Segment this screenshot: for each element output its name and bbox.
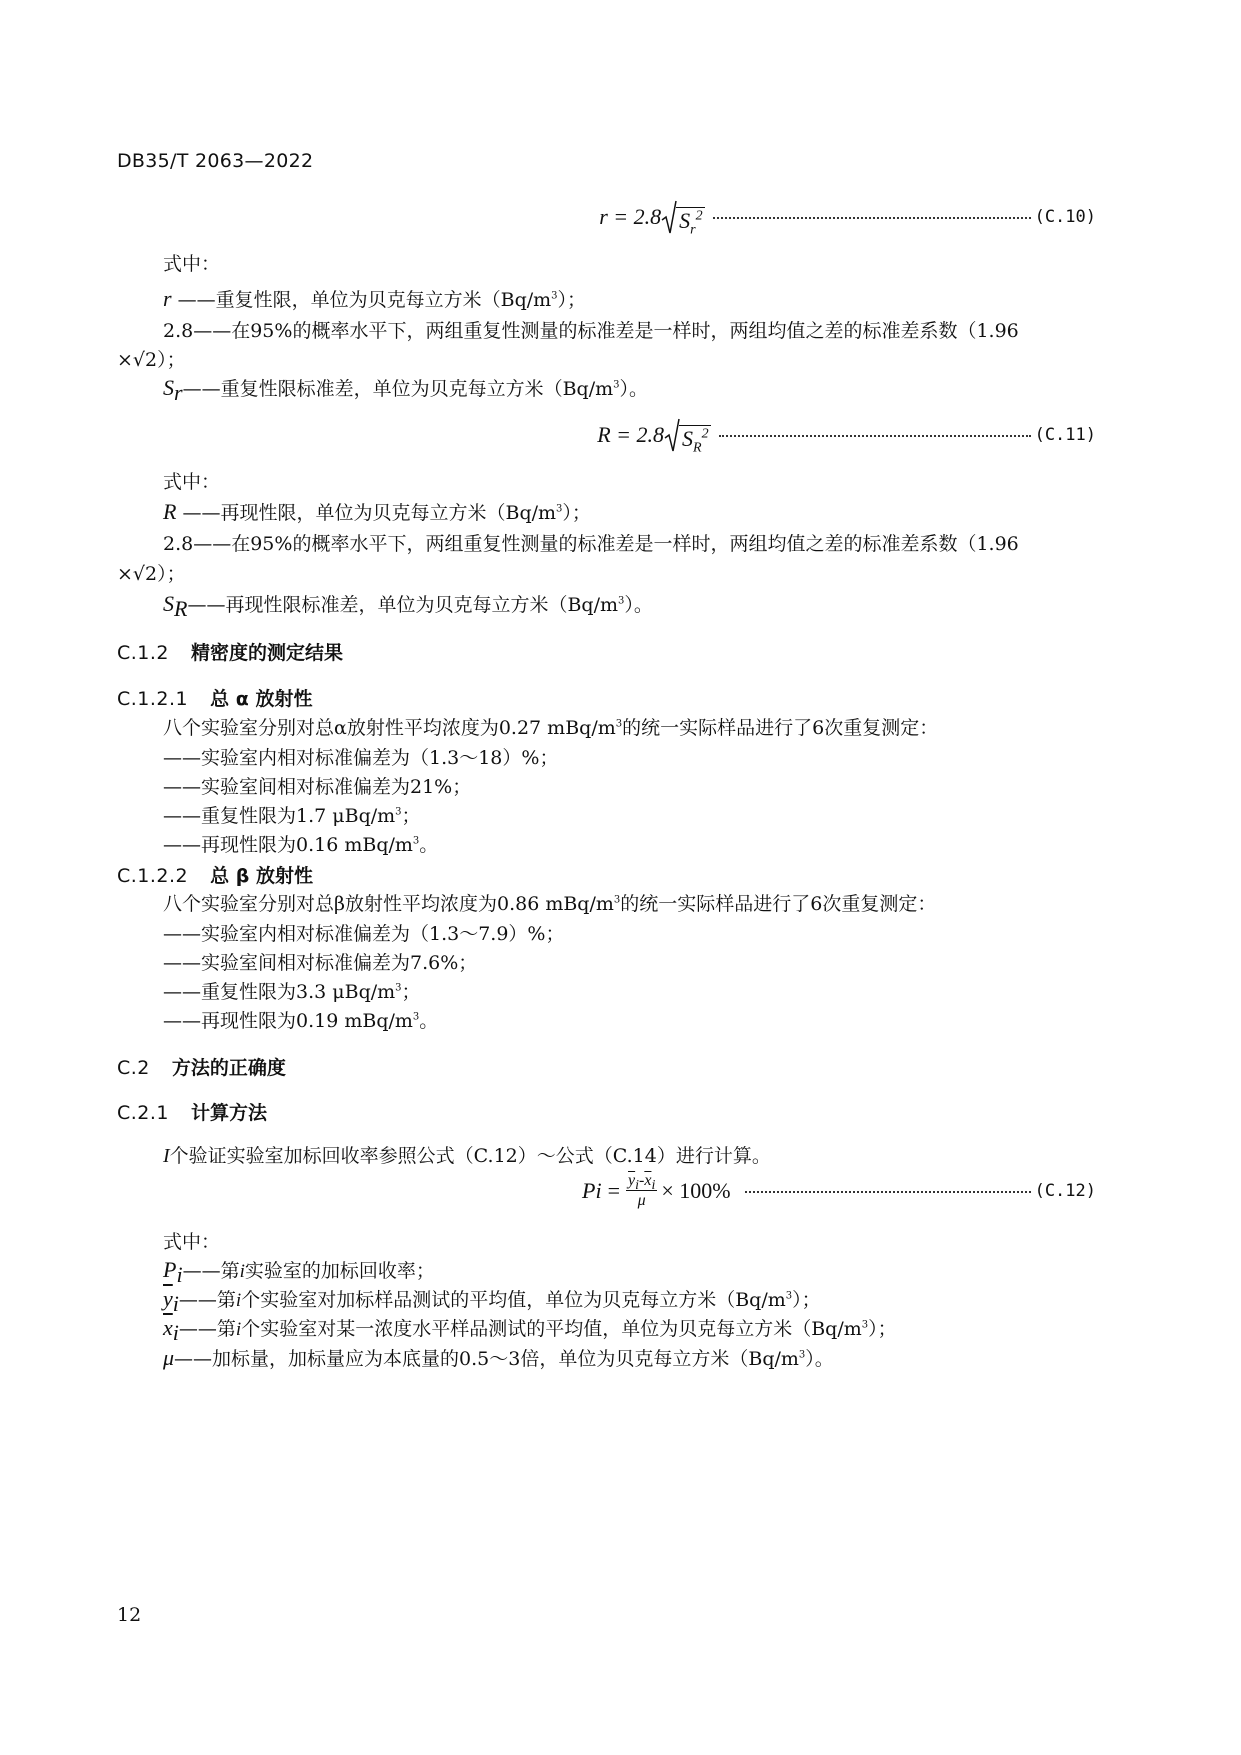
definition-text: ——再现性限，单位为贝克每立方米（Bq/m xyxy=(182,502,557,524)
list-text: ——重复性限为1.7 μBq/m xyxy=(163,805,396,827)
section-number: C.1.2.2 xyxy=(117,865,189,887)
definition-end: ）； xyxy=(562,502,591,524)
definition-end: ）。 xyxy=(624,594,653,616)
section-title: 总 β 放射性 xyxy=(210,865,313,887)
superscript: 3 xyxy=(551,290,558,302)
symbol-mu: μ xyxy=(163,1345,175,1370)
definition-end: ）； xyxy=(557,289,587,311)
intro-text: 八个实验室分别对总β放射性平均浓度为0.86 mBq/m xyxy=(163,893,614,915)
formula-rhs: × 100% xyxy=(661,1178,731,1203)
formula-c12: P i = $\frac{\overline{y}_i-\overline{x}_i}{\mu}$ × 100% (C.12) xyxy=(582,1172,1096,1209)
section-heading-c21 xyxy=(117,1098,267,1125)
list-item xyxy=(163,978,421,1006)
definition-sr xyxy=(163,374,648,403)
superscript: 3 xyxy=(412,835,420,847)
index-sub: i xyxy=(651,1178,656,1194)
radicand-sub: R xyxy=(693,440,702,456)
section-number: C.2 xyxy=(117,1057,150,1079)
definition-end: ）。 xyxy=(805,1348,834,1370)
definition-sR xyxy=(163,590,653,619)
y-bar: $\overline{y}$ xyxy=(628,1172,636,1189)
definition-coefficient: 2.8——在95%的概率水平下，两组重复性测量的标准差是一样时，两组均值之差的标准差系数（1.96 xyxy=(163,533,1019,555)
superscript: 3 xyxy=(613,379,620,391)
leader-dots xyxy=(745,1189,1031,1193)
symbol-sub: i xyxy=(172,1319,179,1345)
symbol-s: S xyxy=(163,591,174,616)
formula-c11-lhs: R = 2.8 xyxy=(597,422,665,447)
superscript: 3 xyxy=(613,894,621,906)
equals-sign: = xyxy=(607,1178,621,1203)
section-title: 计算方法 xyxy=(191,1102,268,1124)
fraction-denominator: μ xyxy=(637,1192,646,1209)
formula-number: (C.11) xyxy=(1034,425,1096,445)
radicand-sup: 2 xyxy=(701,426,709,442)
superscript: 3 xyxy=(785,1290,793,1302)
radicand: S xyxy=(679,208,691,233)
list-item: ——实验室间相对标准偏差为21%； xyxy=(163,776,472,798)
section-heading-c121 xyxy=(117,684,312,711)
section-title: 精密度的测定结果 xyxy=(191,642,344,664)
section-heading-c12 xyxy=(117,638,343,665)
definition-text: ——第 xyxy=(178,1318,236,1340)
definition-text: ——再现性限标准差，单位为贝克每立方米（Bq/m xyxy=(187,594,618,616)
symbol-x-bar: $\overline{x}$ xyxy=(163,1315,173,1340)
section-heading-c122 xyxy=(117,861,313,888)
superscript: 3 xyxy=(395,806,402,818)
page-number: 12 xyxy=(117,1604,142,1626)
radical-icon xyxy=(661,200,677,234)
index-i: i xyxy=(235,1290,242,1311)
definition-R xyxy=(163,498,591,527)
index-sub: i xyxy=(635,1178,640,1194)
list-end: ； xyxy=(401,805,421,827)
definition-coefficient: 2.8——在95%的概率水平下，两组重复性测量的标准差是一样时，两组均值之差的标准差系数（1.96 xyxy=(163,320,1019,342)
definition-end: ）。 xyxy=(619,378,648,400)
definition-text: ——重复性限，单位为贝克每立方米（Bq/m xyxy=(177,289,552,311)
leader-dots xyxy=(719,433,1031,437)
intro-text: 八个实验室分别对总α放射性平均浓度为0.27 mBq/m xyxy=(163,717,616,739)
index-i: i xyxy=(239,1261,245,1282)
superscript: 3 xyxy=(798,1349,806,1361)
index-i: i xyxy=(235,1319,242,1340)
definition-text: ——第 xyxy=(182,1260,240,1282)
definition-text: ——重复性限标准差，单位为贝克每立方米（Bq/m xyxy=(182,378,614,400)
fraction-numerator: $\overline{y}_i-\overline{x}_i$ xyxy=(628,1172,656,1194)
symbol-s: S xyxy=(163,375,174,400)
symbol-I: I xyxy=(163,1145,170,1167)
definition-xi xyxy=(163,1314,897,1344)
definition-mu xyxy=(163,1344,834,1373)
list-item: ——实验室间相对标准偏差为7.6%； xyxy=(163,952,478,974)
leader-dots xyxy=(713,215,1031,219)
symbol-y-bar: $\overline{y}$ xyxy=(163,1286,173,1311)
definition-coefficient-cont: ×√2）； xyxy=(117,563,186,585)
definition-text-mid: 个实验室对某一浓度水平样品测试的平均值，单位为贝克每立方米（Bq/m xyxy=(241,1318,862,1340)
section-number: C.1.2 xyxy=(117,642,170,664)
c122-intro xyxy=(163,890,936,918)
document-code: DB35/T 2063—2022 xyxy=(117,150,314,172)
definition-text: ——第 xyxy=(178,1289,236,1311)
list-item: ——实验室内相对标准偏差为（1.3～7.9）%； xyxy=(163,923,565,945)
section-title: 总 α 放射性 xyxy=(210,688,313,710)
list-end: 。 xyxy=(419,834,439,856)
fraction xyxy=(626,1172,657,1210)
superscript: 3 xyxy=(395,982,402,994)
list-item xyxy=(163,1007,438,1035)
formula-c10 xyxy=(599,200,1096,238)
superscript: 3 xyxy=(412,1011,420,1023)
list-item xyxy=(163,802,421,830)
sqrt-symbol xyxy=(664,418,711,456)
symbol-sub: r xyxy=(174,379,183,405)
radicand-sub: r xyxy=(690,222,696,238)
symbol-sub: i xyxy=(176,1261,183,1287)
c121-intro xyxy=(163,714,938,742)
formula-c11 xyxy=(597,418,1096,456)
definition-pi xyxy=(163,1256,435,1286)
radical-icon xyxy=(664,418,680,452)
section-title: 方法的正确度 xyxy=(171,1057,286,1079)
superscript: 3 xyxy=(615,718,623,730)
c21-intro xyxy=(163,1142,771,1170)
list-item: ——实验室内相对标准偏差为（1.3～18）%； xyxy=(163,747,559,769)
symbol-r: r xyxy=(163,286,172,311)
radicand: S xyxy=(682,426,694,451)
intro-text-end: 的统一实际样品进行了6次重复测定： xyxy=(622,717,939,739)
x-bar: $\overline{x}$ xyxy=(644,1172,652,1189)
definition-yi xyxy=(163,1285,821,1315)
where-label: 式中： xyxy=(163,471,221,493)
symbol-sub: R xyxy=(174,595,188,621)
list-text: ——再现性限为0.19 mBq/m xyxy=(163,1010,413,1032)
superscript: 3 xyxy=(618,595,625,607)
list-text: ——重复性限为3.3 μBq/m xyxy=(163,981,396,1003)
formula-lhs: P xyxy=(582,1178,596,1203)
where-label: 式中： xyxy=(163,253,221,275)
definition-coefficient-cont: ×√2）； xyxy=(117,349,186,371)
symbol-P: P xyxy=(163,1257,177,1282)
formula-c10-lhs: r = 2.8 xyxy=(599,204,662,229)
definition-end: ）； xyxy=(792,1289,821,1311)
symbol-R: R xyxy=(163,499,177,524)
section-number: C.2.1 xyxy=(117,1102,170,1124)
radicand-sup: 2 xyxy=(695,208,703,224)
definition-text-end: 实验室的加标回收率； xyxy=(244,1260,435,1282)
list-end: 。 xyxy=(419,1010,439,1032)
superscript: 3 xyxy=(556,503,563,515)
symbol-sub: i xyxy=(172,1290,179,1316)
formula-number: (C.10) xyxy=(1034,207,1096,227)
list-end: ； xyxy=(401,981,421,1003)
list-item xyxy=(163,831,438,859)
section-heading-c2 xyxy=(117,1053,286,1080)
definition-r xyxy=(163,285,586,314)
definition-end: ）； xyxy=(868,1318,897,1340)
definition-text-mid: 个实验室对加标样品测试的平均值，单位为贝克每立方米（Bq/m xyxy=(241,1289,786,1311)
where-label: 式中： xyxy=(163,1231,221,1253)
definition-text: ——加标量，加标量应为本底量的0.5～3倍，单位为贝克每立方米（Bq/m xyxy=(174,1348,799,1370)
list-text: ——再现性限为0.16 mBq/m xyxy=(163,834,413,856)
intro-text-end: 的统一实际样品进行了6次重复测定： xyxy=(620,893,937,915)
formula-number: (C.12) xyxy=(1034,1181,1096,1201)
intro-text: 个验证实验室加标回收率参照公式（C.12）～公式（C.14）进行计算。 xyxy=(169,1145,771,1167)
section-number: C.1.2.1 xyxy=(117,688,189,710)
superscript: 3 xyxy=(861,1319,869,1331)
sqrt-symbol xyxy=(661,200,704,238)
